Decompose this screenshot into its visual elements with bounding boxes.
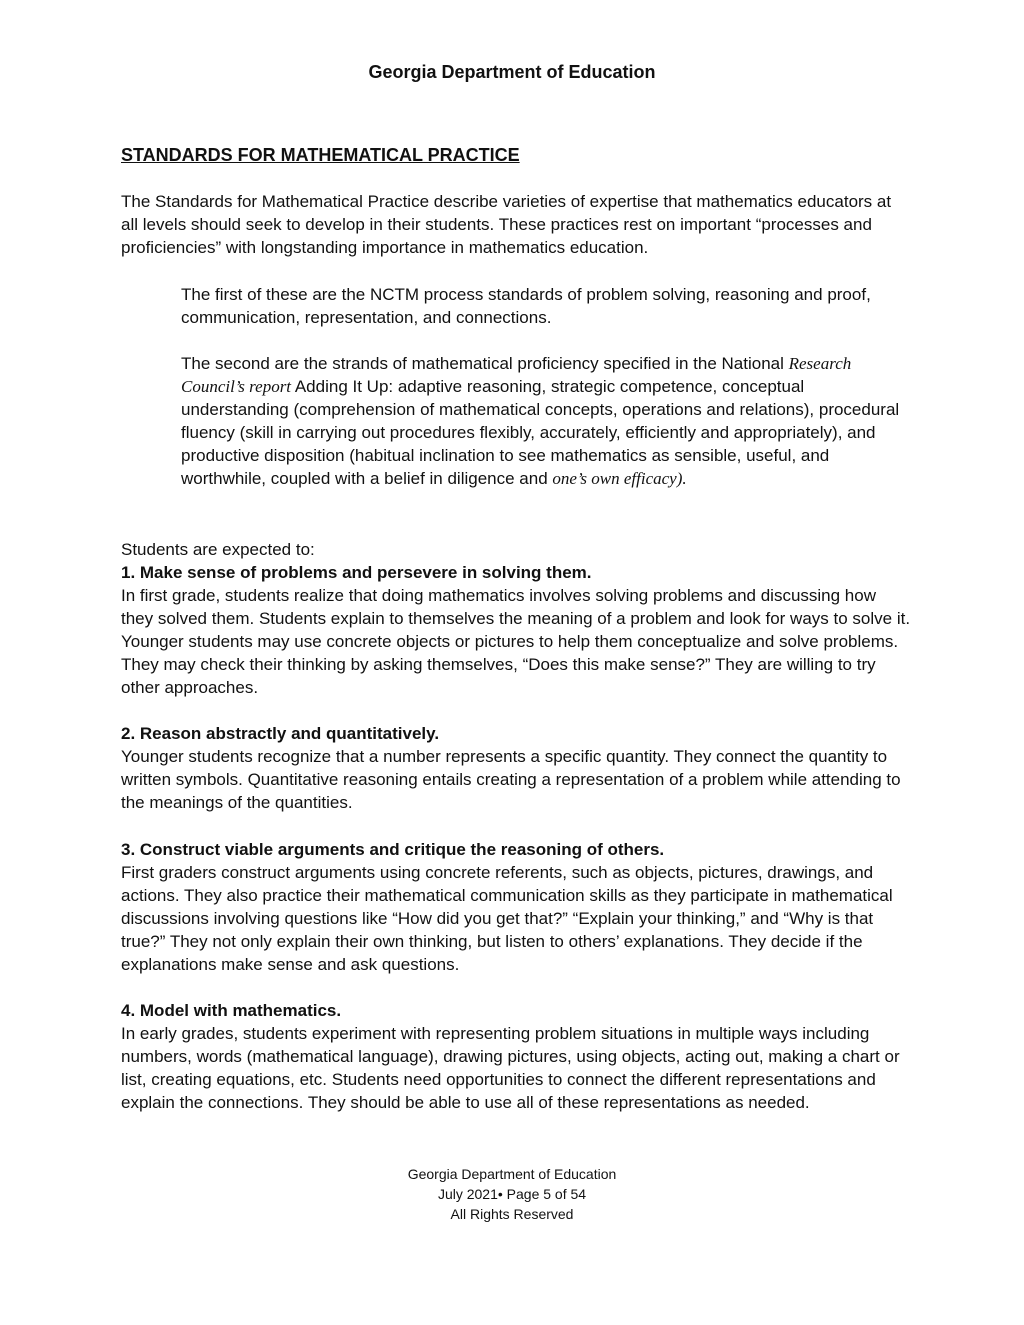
practice-2 [121,722,911,814]
practice-3 [121,838,911,976]
footer-line-1: Georgia Department of Education [407,1166,617,1182]
footer-line-3: All Rights Reserved [450,1206,574,1222]
section-title: STANDARDS FOR MATHEMATICAL PRACTICE [121,145,520,165]
footer-line-2: July 2021• Page 5 of 54 [437,1186,587,1202]
practice-heading: 1. Make sense of problems and persevere in solving them. [121,563,592,582]
practice-text: First graders construct arguments using concrete referents, such as objects, pictures, drawings, and actions. They also practice their mathematical communication skills as they participate in mathematical discussions involving questions like “How did you get that?” “Explain your thinking,” and “Why is that true?” They not only explain their own thinking, but listen to others’ explanations. They decide if the explanations make sense and ask questions. [121,863,893,974]
practice-heading: 2. Reason abstractly and quantitatively. [121,724,440,743]
practice-text: In first grade, students realize that doing mathematics involves solving problems and discussing how they solved them. Students explain to themselves the meaning of a problem and look for ways to solve it. Younger students may use concrete objects or pictures to help them conceptualize and solve problems. They may check their thinking by asking themselves, “Does this make sense?” They are willing to try other approaches. [121,586,911,697]
practice-text: In early grades, students experiment with representing problem situations in multiple ways including numbers, words (mathematical language), drawing pictures, using objects, acting out, making a chart or list, creating equations, etc. Students need opportunities to connect the different representations and explain the connections. They should be able to use all of these representations as needed. [121,1024,900,1112]
practice-text: Younger students recognize that a number represents a specific quantity. They connect the quantity to written symbols. Quantitative reasoning entails creating a representation of a problem while attending to the meanings of the quantities. [121,747,901,812]
practice-1 [121,561,911,699]
second-paragraph-lead: The second are the strands of mathematical proficiency specified in the National [181,354,784,373]
first-paragraph: The first of these are the NCTM process standards of problem solving, reasoning and proof, communication, representation, and connections. [181,285,871,327]
second-paragraph [181,352,901,490]
second-paragraph-rest: Adding It Up: adaptive reasoning, strategic competence, conceptual understanding (comprehension of mathematical concepts, operations and relations), procedural fluency (skill in carrying out procedures flexibly, accurately, efficiently and appropriately), and productive disposition (habitual inclination to see mathematics as sensible, useful, and worthwhile, coupled with a belief in diligence and [181,377,900,488]
expectation-line: Students are expected to: [121,540,315,559]
second-paragraph-italic-end: one’s own efficacy). [552,469,687,488]
practice-heading: 3. Construct viable arguments and critique the reasoning of others. [121,840,665,859]
page-header-title: Georgia Department of Education [368,62,656,82]
practice-heading: 4. Model with mathematics. [121,1001,342,1020]
practice-4 [121,999,911,1114]
second-paragraph-italic: Research Council’s report [181,354,852,396]
intro-paragraph: The Standards for Mathematical Practice describe varieties of expertise that mathematics educators at all levels should seek to develop in their students. These practices rest on important “processes and proficiencies” with longstanding importance in mathematics education. [121,192,892,257]
page-footer [0,1164,1024,1224]
